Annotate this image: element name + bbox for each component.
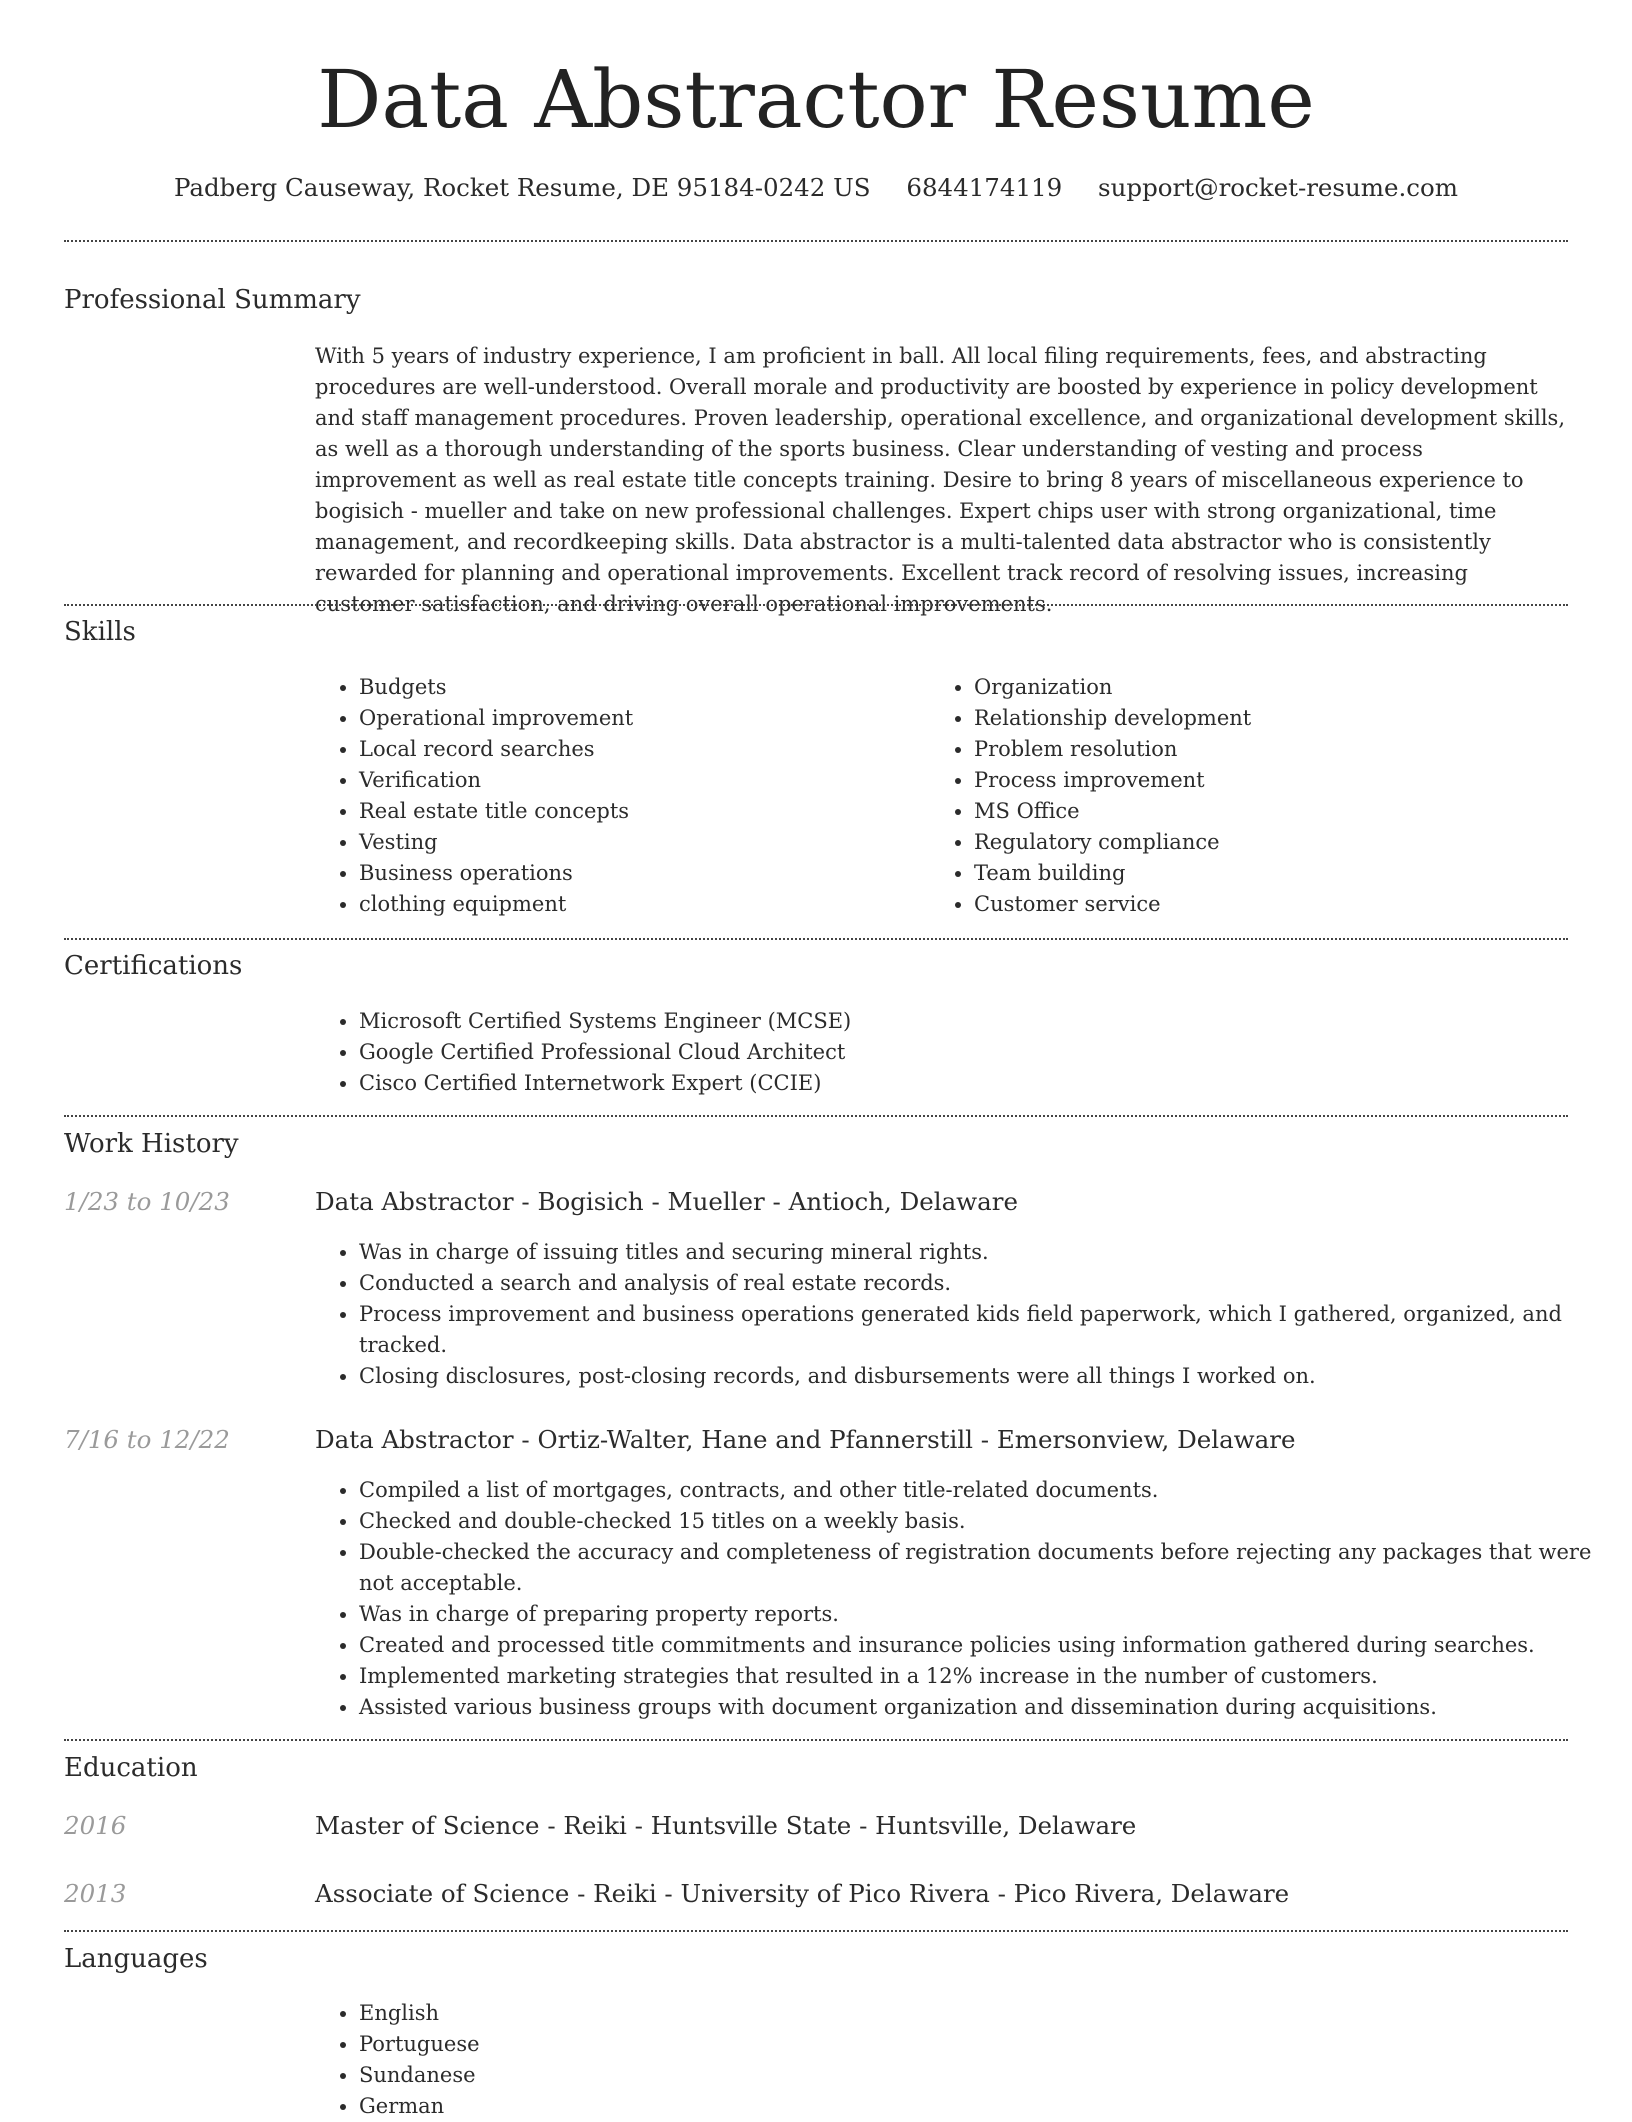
job-bullets bbox=[315, 1475, 1614, 1723]
list-item: • Regulatory compliance bbox=[974, 827, 1574, 858]
list-item: • Google Certified Professional Cloud Architect bbox=[359, 1037, 1609, 1068]
job-bullets bbox=[315, 1237, 1614, 1392]
list-item: • Customer service bbox=[974, 889, 1574, 920]
list-item: • English bbox=[359, 1998, 1609, 2029]
list-item: • Portuguese bbox=[359, 2029, 1609, 2060]
certifications-list bbox=[315, 1006, 1609, 1099]
education-year: 2016 bbox=[64, 1811, 127, 1840]
section-divider bbox=[64, 1115, 1568, 1117]
list-item: • Verification bbox=[359, 765, 919, 796]
section-divider bbox=[64, 938, 1568, 940]
list-item: • Vesting bbox=[359, 827, 919, 858]
list-item: • Checked and double-checked 15 titles on a weekly basis. bbox=[359, 1506, 1614, 1537]
skills-list-right bbox=[930, 672, 1574, 920]
section-divider bbox=[64, 604, 1568, 606]
list-item: • Implemented marketing strategies that resulted in a 12% increase in the number of customers. bbox=[359, 1661, 1614, 1692]
list-item: • Problem resolution bbox=[974, 734, 1574, 765]
section-divider bbox=[64, 1739, 1568, 1741]
job-dates: 7/16 to 12/22 bbox=[64, 1425, 230, 1454]
list-item: • Compiled a list of mortgages, contracts, and other title-related documents. bbox=[359, 1475, 1614, 1506]
list-item: • Organization bbox=[974, 672, 1574, 703]
list-item: • Operational improvement bbox=[359, 703, 919, 734]
list-item: • clothing equipment bbox=[359, 889, 919, 920]
contact-line bbox=[0, 170, 1632, 206]
list-item: • Budgets bbox=[359, 672, 919, 703]
languages-heading: Languages bbox=[64, 1944, 208, 1974]
languages-list bbox=[315, 1998, 1609, 2122]
list-item: • Business operations bbox=[359, 858, 919, 889]
list-item: • Was in charge of preparing property reports. bbox=[359, 1599, 1614, 1630]
list-item: • Conducted a search and analysis of real estate records. bbox=[359, 1268, 1614, 1299]
job-dates: 1/23 to 10/23 bbox=[64, 1187, 230, 1216]
summary-heading: Professional Summary bbox=[64, 285, 361, 315]
list-item: • Microsoft Certified Systems Engineer (MCSE) bbox=[359, 1006, 1609, 1037]
list-item: • Relationship development bbox=[974, 703, 1574, 734]
list-item: • Team building bbox=[974, 858, 1574, 889]
list-item: • Local record searches bbox=[359, 734, 919, 765]
education-year: 2013 bbox=[64, 1879, 127, 1908]
education-degree: Associate of Science - Reiki - University of Pico Rivera - Pico Rivera, Delaware bbox=[315, 1879, 1290, 1908]
work-heading: Work History bbox=[64, 1129, 239, 1159]
education-heading: Education bbox=[64, 1753, 198, 1783]
list-item: • Process improvement bbox=[974, 765, 1574, 796]
section-divider bbox=[64, 240, 1568, 242]
list-item: • German bbox=[359, 2091, 1609, 2122]
job-title: Data Abstractor - Bogisich - Mueller - Antioch, Delaware bbox=[315, 1187, 1018, 1216]
certifications-heading: Certifications bbox=[64, 951, 243, 981]
section-divider bbox=[64, 1930, 1568, 1932]
skills-heading: Skills bbox=[64, 617, 136, 647]
resume-title: Data Abstractor Resume bbox=[317, 53, 1315, 146]
list-item: • Created and processed title commitments and insurance policies using information gathered during searches. bbox=[359, 1630, 1614, 1661]
list-item: • Closing disclosures, post-closing records, and disbursements were all things I worked on. bbox=[359, 1361, 1614, 1392]
list-item: • Was in charge of issuing titles and securing mineral rights. bbox=[359, 1237, 1614, 1268]
list-item: • Sundanese bbox=[359, 2060, 1609, 2091]
job-title: Data Abstractor - Ortiz-Walter, Hane and Pfannerstill - Emersonview, Delaware bbox=[315, 1425, 1296, 1454]
contact-email: support@rocket-resume.com bbox=[1098, 173, 1459, 202]
contact-address: Padberg Causeway, Rocket Resume, DE 95184-0242 US bbox=[173, 173, 871, 202]
contact-phone: 6844174119 bbox=[906, 173, 1063, 202]
list-item: • MS Office bbox=[974, 796, 1574, 827]
list-item: • Double-checked the accuracy and completeness of registration documents before rejecting any packages that were not acceptable. bbox=[359, 1537, 1614, 1599]
skills-list-left bbox=[315, 672, 919, 920]
summary-text: With 5 years of industry experience, I am proficient in ball. All local filing requirements, fees, and abstracting procedures are well-understood. Overall morale and productivity are boosted by experience in policy development and staff management procedures. Proven leadership, operational excellence, and organizational development skills, as well as a thorough understanding of the sports business. Clear understanding of vesting and process improvement as well as real estate title concepts training. Desire to bring 8 years of miscellaneous experience to bogisich - mueller and take on new professional challenges. Expert chips user with strong organizational, time management, and recordkeeping skills. Data abstractor is a multi-talented data abstractor who is consistently rewarded for planning and operational improvements. Excellent track record of resolving issues, increasing customer satisfaction, and driving overall operational improvements. bbox=[315, 344, 1565, 616]
education-degree: Master of Science - Reiki - Huntsville State - Huntsville, Delaware bbox=[315, 1811, 1137, 1840]
list-item: • Real estate title concepts bbox=[359, 796, 919, 827]
list-item: • Process improvement and business operations generated kids field paperwork, which I gathered, organized, and tracked. bbox=[359, 1299, 1614, 1361]
list-item: • Assisted various business groups with document organization and dissemination during acquisitions. bbox=[359, 1692, 1614, 1723]
list-item: • Cisco Certified Internetwork Expert (CCIE) bbox=[359, 1068, 1609, 1099]
